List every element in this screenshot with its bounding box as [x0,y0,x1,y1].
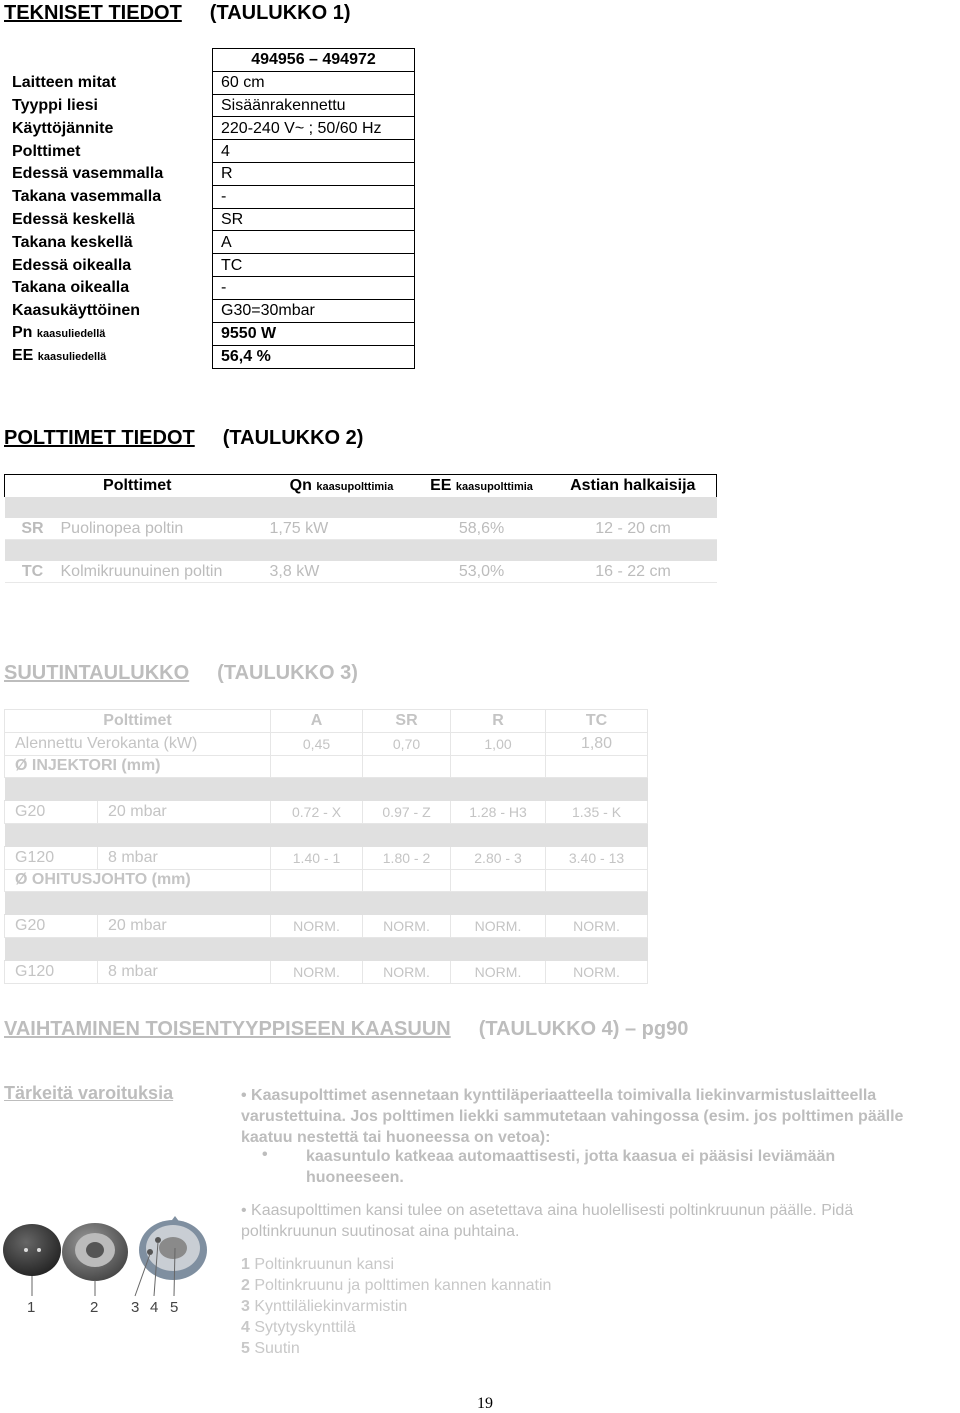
section2-title: POLTTIMET TIEDOT [4,427,195,449]
col-ee: EE kaasupolttimia [414,475,550,498]
spec-value: - [213,185,415,208]
burner-diameter: 16 - 22 cm [550,561,717,583]
warning-title: Tärkeitä varoituksia [4,1083,174,1103]
spec-label: Käyttöjännite [12,119,114,137]
table-row [5,755,648,778]
table-row [4,162,415,185]
part-label: Kynttiläliekinvarmistin [249,1298,408,1315]
figure-label: 4 [150,1299,159,1316]
section2-heading [4,427,363,450]
reduced-value: 0,45 [271,732,363,755]
nozzle-value: NORM. [546,960,648,983]
nozzle-value: 0.72 - X [271,801,363,824]
burner-code: SR [5,518,61,540]
burner-data-table [4,474,717,583]
reduced-value: 1,00 [451,732,546,755]
table-row [4,208,415,231]
part-label: Suutin [249,1340,300,1357]
separator-row [5,823,648,846]
table-header-row [5,710,648,733]
gas-type: G20 [5,915,98,938]
subtable-title: Ø OHITUSJOHTO (mm) [5,869,271,892]
spec-value: TC [213,254,415,277]
model-header: 494956 – 494972 [213,49,415,72]
figure-label: 3 [131,1299,140,1316]
gas-type: G20 [5,801,98,824]
table-row [4,49,415,72]
list-item [241,1317,551,1338]
table-row [4,71,415,94]
spec-value: A [213,231,415,254]
spec-value: 4 [213,140,415,163]
col-burner-type: SR [363,710,451,733]
table-row [4,94,415,117]
technical-data-table [4,48,415,369]
burner-ee: 53,0% [414,561,550,583]
nozzle-value: NORM. [546,915,648,938]
spec-label: Laitteen mitat [12,74,117,92]
list-item [241,1296,551,1317]
separator-row [5,540,717,562]
spec-label: EE kaasuliedellä [12,347,107,365]
spec-label: Polttimet [12,142,81,160]
warning-bullet-2: • Kaasupolttimen kansi tulee on asetettava aina huolellisesti poltinkruunun päälle. Pidä poltinkruunun suutinosat aina puhtaina. [241,1202,854,1240]
table-row [5,869,648,892]
gas-pressure: 20 mbar [98,915,271,938]
subbullet-dot: • [262,1146,268,1163]
nozzle-value: NORM. [271,915,363,938]
col-burners: Polttimet [5,475,270,498]
part-number: 1 [241,1256,250,1273]
burner-name: Kolmikruunuinen poltin [61,561,270,583]
burner-qn: 3,8 kW [270,561,414,583]
gas-pressure: 8 mbar [98,960,271,983]
spec-label: Tyyppi liesi [12,96,98,114]
spec-label: Pn kaasuliedellä [12,324,106,342]
nozzle-value: 1.80 - 2 [363,846,451,869]
reduced-label: Alennettu Verokanta (kW) [5,732,271,755]
col-burner-type: A [271,710,363,733]
table-row [4,231,415,254]
warning-bullet-1: • Kaasupolttimet asennetaan kynttiläperiaatteella toimivalla liekinvarmistuslaitteella varustettuina. Jos polttimen liekki sammutetaan vahingossa (esim. jos polttimen päälle kaatuu nestettä tai huoneessa on vetoa): [241,1087,904,1146]
spec-value: - [213,276,415,299]
col-qn: Qn kaasupolttimia [270,475,414,498]
col-diameter: Astian halkaisija [550,475,717,498]
figure-label: 1 [27,1299,36,1316]
spec-label: Takana oikealla [12,279,130,297]
section3-table-ref: (TAULUKKO 3) [217,662,358,684]
spec-value: 9550 W [213,322,415,345]
part-label: Poltinkruunu ja polttimen kannen kannatin [249,1277,552,1294]
separator-row [5,778,648,801]
part-number: 4 [241,1319,250,1336]
section4-title: VAIHTAMINEN TOISENTYYPPISEEN KAASUUN [4,1018,451,1040]
spec-value: 56,4 % [213,345,415,368]
part-number: 5 [241,1340,250,1357]
part-label: Poltinkruunun kansi [249,1256,394,1273]
separator-row [5,497,717,518]
spec-value: R [213,162,415,185]
table-row [4,345,415,368]
gas-pressure: 20 mbar [98,801,271,824]
burner-code: TC [5,561,61,583]
spec-value: 60 cm [213,71,415,94]
burner-cap-icon [3,1224,61,1276]
nozzle-value: 1.40 - 1 [271,846,363,869]
section1-table-ref: (TAULUKKO 1) [209,2,351,24]
spec-value: 220-240 V~ ; 50/60 Hz [213,117,415,140]
table-row [5,915,648,938]
section4-heading [4,1018,688,1041]
reduced-value: 0,70 [363,732,451,755]
nozzle-value: 2.80 - 3 [451,846,546,869]
list-item [241,1254,551,1275]
list-item [241,1275,551,1296]
section1-heading [4,2,351,25]
table-row [4,140,415,163]
table-row [4,299,415,322]
nozzle-value: 3.40 - 13 [546,846,648,869]
col-burner-type: R [451,710,546,733]
table-row [5,518,717,540]
table-row [4,322,415,345]
section2-table-ref: (TAULUKKO 2) [222,427,364,449]
table-row [5,801,648,824]
nozzle-table [4,709,648,984]
reduced-value: 1,80 [546,732,648,755]
spec-label: Kaasukäyttöinen [12,302,141,320]
section4-table-ref: (TAULUKKO 4) – pg90 [478,1018,689,1040]
gas-type: G120 [5,846,98,869]
burner-crown-icon [62,1223,128,1281]
nozzle-value: 1.35 - K [546,801,648,824]
burner-parts-illustration [0,1214,215,1319]
table-row [5,732,648,755]
list-item [241,1338,551,1359]
spec-label: Takana vasemmalla [12,188,162,206]
spec-label: Edessä keskellä [12,210,135,228]
page-number: 19 [477,1395,493,1412]
subtable-title: Ø INJEKTORI (mm) [5,755,271,778]
table-header-row [5,475,717,498]
nozzle-value: NORM. [363,960,451,983]
section3-title: SUUTINTAULUKKO [4,662,190,684]
separator-row [5,892,648,915]
gas-pressure: 8 mbar [98,846,271,869]
gas-type: G120 [5,960,98,983]
spec-value: SR [213,208,415,231]
table-row [4,117,415,140]
burner-base-icon [139,1216,207,1280]
burner-diameter: 12 - 20 cm [550,518,717,540]
section1-title: TEKNISET TIEDOT [4,2,182,24]
table-row [4,185,415,208]
nozzle-value: NORM. [451,960,546,983]
nozzle-value: NORM. [271,960,363,983]
table-row [5,846,648,869]
table-row [4,254,415,277]
nozzle-value: 1.28 - H3 [451,801,546,824]
spec-label: Takana keskellä [12,233,133,251]
figure-label: 2 [90,1299,99,1316]
parts-list [241,1254,551,1359]
burner-name: Puolinopea poltin [61,518,270,540]
nozzle-value: NORM. [363,915,451,938]
separator-row [5,937,648,960]
spec-value: Sisäänrakennettu [213,94,415,117]
part-label: Sytytyskynttilä [249,1319,356,1336]
part-number: 2 [241,1277,250,1294]
section3-heading [4,662,358,685]
col-burners: Polttimet [5,710,271,733]
spec-label: Edessä vasemmalla [12,165,164,183]
burner-qn: 1,75 kW [270,518,414,540]
spec-value: G30=30mbar [213,299,415,322]
col-burner-type: TC [546,710,648,733]
nozzle-value: NORM. [451,915,546,938]
table-row [4,276,415,299]
spec-label: Edessä oikealla [12,256,132,274]
figure-label: 5 [170,1299,179,1316]
burner-ee: 58,6% [414,518,550,540]
table-row [5,561,717,583]
part-number: 3 [241,1298,250,1315]
nozzle-value: 0.97 - Z [363,801,451,824]
table-row [5,960,648,983]
warning-subbullet: kaasuntulo katkeaa automaattisesti, jotta kaasua ei pääsisi leviämään huoneeseen. [306,1148,836,1186]
